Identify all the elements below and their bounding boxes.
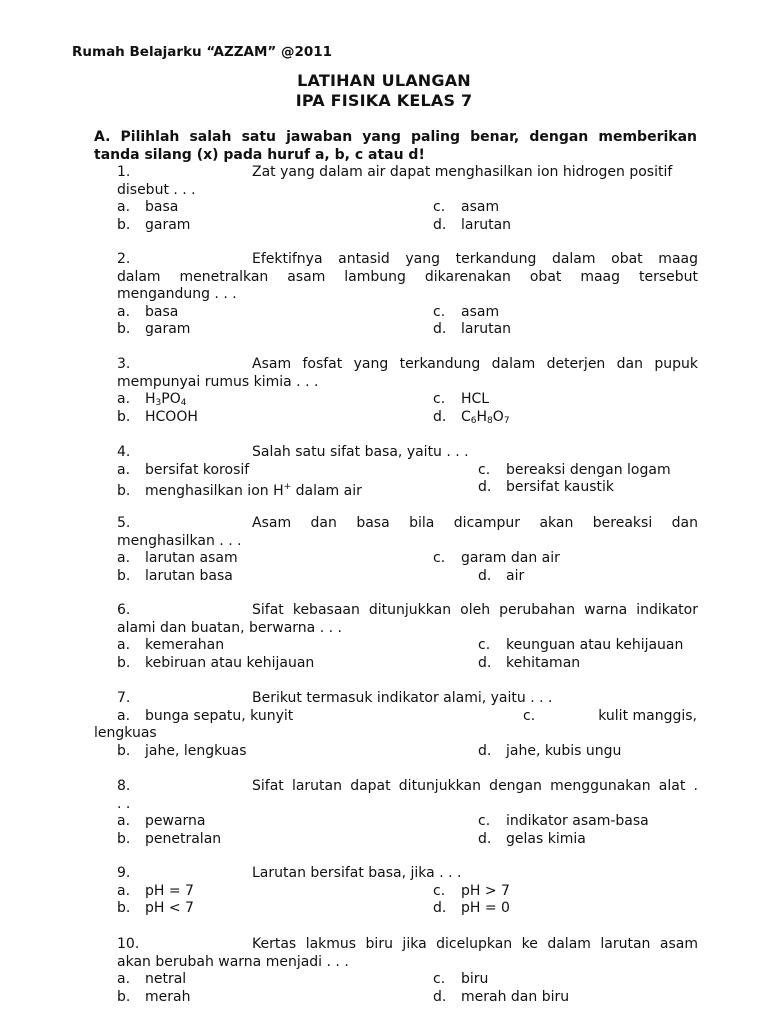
option-d: d. larutan	[433, 321, 512, 338]
document-header: Rumah Belajarku “AZZAM” @2011	[72, 44, 333, 60]
option-b: b. penetralan	[117, 830, 222, 847]
option-c: c. pH > 7	[433, 882, 510, 899]
option-a: a. pH = 7	[117, 882, 194, 899]
option-c: c. bereaksi dengan logam	[478, 461, 671, 478]
option-a: a. netral	[117, 971, 187, 988]
chemical-formula: $H_3PO_4$	[145, 391, 187, 409]
option-b: b. garam	[117, 216, 191, 233]
question-9	[0, 865, 768, 918]
option-c: c. indikator asam-basa	[478, 813, 649, 830]
question-text-continued: dalam menetralkan asam lambung dikarenakan obat maag tersebut	[117, 268, 698, 285]
option-b: b. merah	[117, 988, 191, 1005]
option-d: d. air	[478, 567, 525, 584]
question-6	[0, 602, 768, 672]
question-number: 7.	[117, 690, 131, 706]
option-a: a. pewarna	[117, 813, 206, 830]
option-d: d. $C_6H_8O_7$	[433, 408, 510, 426]
question-number: 8.	[117, 778, 131, 794]
option-d: d. bersifat kaustik	[478, 479, 614, 496]
question-8	[0, 778, 768, 848]
option-c-continued: lengkuas	[94, 725, 157, 742]
option-b: b. jahe, lengkuas	[117, 742, 247, 759]
question-1	[0, 164, 768, 234]
question-text-continued: akan berubah warna menjadi . . .	[117, 953, 349, 970]
option-a: a. basa	[117, 199, 179, 216]
question-2	[0, 251, 768, 339]
question-number: 10.	[117, 936, 140, 952]
question-text: Berikut termasuk indikator alami, yaitu . . .	[252, 690, 553, 706]
question-7	[0, 690, 768, 760]
question-text-continued: alami dan buatan, berwarna . . .	[117, 619, 342, 636]
option-d: d. gelas kimia	[478, 830, 586, 847]
question-text: Asam dan basa bila dicampur akan bereaksi dan	[252, 515, 698, 531]
option-b: b. menghasilkan ion H+ dalam air	[117, 482, 362, 500]
question-text-continued: disebut . . .	[117, 181, 196, 198]
option-d: d. jahe, kubis ungu	[478, 742, 622, 759]
option-b: b. larutan basa	[117, 567, 233, 584]
page-title: LATIHAN ULANGAN	[297, 71, 471, 90]
option-d: d. kehitaman	[478, 654, 581, 671]
option-c: c. asam	[433, 303, 500, 320]
question-text: Kertas lakmus biru jika dicelupkan ke dalam larutan asam	[252, 936, 698, 952]
question-text: Efektifnya antasid yang terkandung dalam obat maag	[252, 251, 698, 267]
question-text-continued: mempunyai rumus kimia . . .	[117, 373, 319, 390]
option-c: c. biru	[433, 971, 489, 988]
question-number: 5.	[117, 515, 131, 531]
question-text-continued: mengandung . . .	[117, 286, 237, 303]
option-c: c. kulit manggis,	[523, 707, 697, 724]
question-text: Sifat larutan dapat ditunjukkan dengan menggunakan alat .	[252, 778, 698, 794]
question-text-continued: . .	[117, 795, 131, 812]
option-d: d. merah dan biru	[433, 988, 570, 1005]
option-c: c. HCL	[433, 391, 490, 408]
question-text: Zat yang dalam air dapat menghasilkan ion hidrogen positif	[252, 164, 673, 180]
question-text: Asam fosfat yang terkandung dalam deterjen dan pupuk	[252, 356, 698, 372]
question-number: 2.	[117, 251, 131, 267]
section-instruction: A. Pilihlah salah satu jawaban yang paling benar, dengan memberikan tanda silang (x) pada huruf a, b, c atau d!	[94, 129, 697, 163]
option-c: c. garam dan air	[433, 550, 560, 567]
page-subtitle: IPA FISIKA KELAS 7	[295, 91, 473, 110]
option-d: d. pH = 0	[433, 900, 510, 917]
option-b: b. garam	[117, 321, 191, 338]
question-3	[0, 356, 768, 426]
option-a: a. kemerahan	[117, 637, 225, 654]
option-a: a. bersifat korosif	[117, 461, 250, 478]
question-text: Salah satu sifat basa, yaitu . . .	[252, 444, 469, 460]
option-a: a. $H_3PO_4$	[117, 391, 187, 409]
question-text: Sifat kebasaan ditunjukkan oleh perubahan warna indikator	[252, 602, 698, 618]
option-a: a. larutan asam	[117, 550, 238, 567]
question-text: Larutan bersifat basa, jika . . .	[252, 865, 462, 881]
option-c: c. asam	[433, 199, 500, 216]
option-b: b. HCOOH	[117, 408, 198, 425]
option-a: a. basa	[117, 303, 179, 320]
option-c: c. keunguan atau kehijauan	[478, 637, 684, 654]
question-number: 4.	[117, 444, 131, 460]
question-number: 3.	[117, 356, 131, 372]
option-b: b. kebiruan atau kehijauan	[117, 654, 315, 671]
question-text-continued: menghasilkan . . .	[117, 532, 242, 549]
question-5	[0, 515, 768, 585]
option-d: d. larutan	[433, 216, 512, 233]
chemical-formula: $C_6H_8O_7$	[461, 408, 510, 426]
ion-text: menghasilkan ion H+ dalam air	[145, 482, 362, 500]
option-b: b. pH < 7	[117, 900, 194, 917]
question-4	[0, 444, 768, 500]
question-number: 1.	[117, 164, 131, 180]
question-number: 9.	[117, 865, 131, 881]
question-number: 6.	[117, 602, 131, 618]
option-a: a. bunga sepatu, kunyit	[117, 707, 294, 724]
question-10	[0, 936, 768, 1006]
